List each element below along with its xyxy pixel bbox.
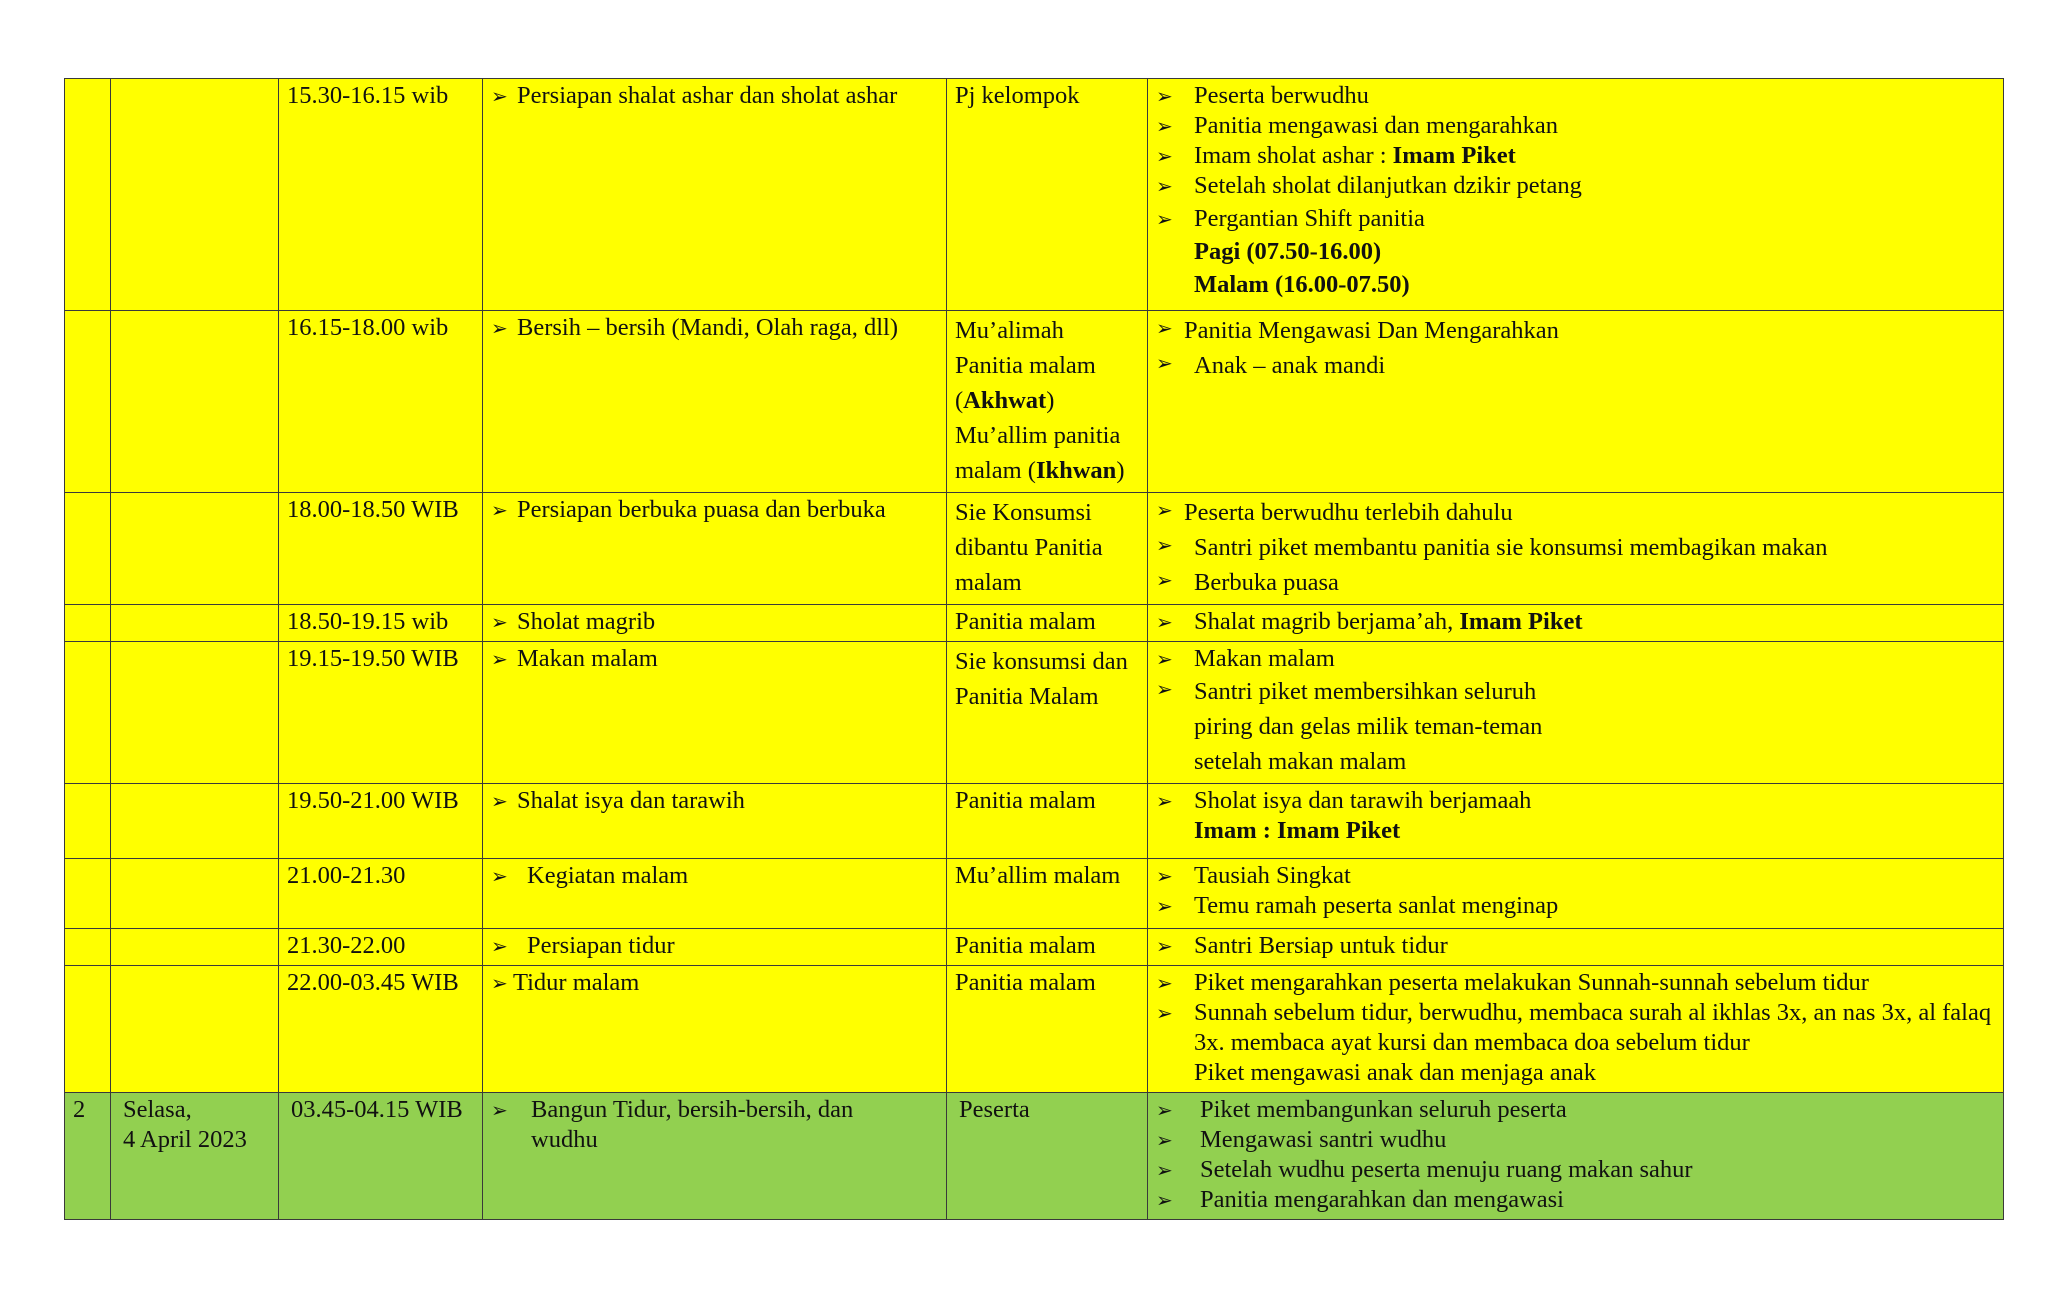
list-item: ➢ Makan malam xyxy=(1156,645,1335,672)
arrowhead-bullet-icon: ➢ xyxy=(1156,864,1173,888)
arrowhead-bullet-icon: ➢ xyxy=(1156,894,1173,918)
day-cell xyxy=(111,79,279,311)
time-cell: 22.00-03.45 WIB xyxy=(279,966,483,1093)
number-cell xyxy=(65,605,111,642)
schedule-table xyxy=(64,78,2004,1220)
table-row xyxy=(65,493,2004,605)
list-item: ➢ Setelah wudhu peserta menuju ruang makan sahur xyxy=(1156,1156,1693,1183)
list-item: ➢ Mengawasi santri wudhu xyxy=(1156,1126,1447,1153)
number-cell xyxy=(65,311,111,493)
number-cell xyxy=(65,79,111,311)
table-row xyxy=(65,784,2004,859)
arrowhead-bullet-icon: ➢ xyxy=(491,934,508,958)
arrowhead-bullet-icon: ➢ xyxy=(1156,1158,1173,1182)
time-cell: 18.00-18.50 WIB xyxy=(279,493,483,605)
activity-cell: ➢ Makan malam xyxy=(483,642,947,784)
number-cell: 2 xyxy=(65,1093,111,1220)
list-item: ➢ Sunnah sebelum tidur, berwudhu, membaca surah al ikhlas 3x, an nas 3x, al falaq 3x. membaca ayat kursi dan membaca doa sebelum tidur xyxy=(1156,999,1992,1056)
notes-cell xyxy=(1148,79,2004,311)
day-cell xyxy=(111,642,279,784)
notes-cell xyxy=(1148,311,2004,493)
activity-cell: ➢ Persiapan tidur xyxy=(483,929,947,966)
list-item: ➢ Tausiah Singkat xyxy=(1156,862,1351,889)
day-cell xyxy=(111,605,279,642)
list-item: ➢ Peserta berwudhu xyxy=(1156,82,1369,109)
activity-cell: ➢ Bersih – bersih (Mandi, Olah raga, dll) xyxy=(483,311,947,493)
arrowhead-bullet-icon: ➢ xyxy=(1156,498,1173,522)
list-item: ➢ Berbuka puasa xyxy=(1156,565,1995,600)
list-item: ➢ Pergantian Shift panitia xyxy=(1156,205,1425,232)
arrowhead-bullet-icon: ➢ xyxy=(1156,934,1173,958)
day-cell xyxy=(111,311,279,493)
list-item: ➢ Piket mengarahkan peserta melakukan Sunnah-sunnah sebelum tidur xyxy=(1156,969,1869,996)
arrowhead-bullet-icon: ➢ xyxy=(1156,1188,1173,1212)
arrowhead-bullet-icon: ➢ xyxy=(491,1098,508,1122)
day-cell xyxy=(111,784,279,859)
time-cell: 03.45-04.15 WIB xyxy=(279,1093,483,1220)
arrowhead-bullet-icon: ➢ xyxy=(491,316,508,340)
imam-line: Imam : Imam Piket xyxy=(1194,817,1401,844)
list-item: ➢ Temu ramah peserta sanlat menginap xyxy=(1156,892,1559,919)
time-cell: 21.30-22.00 xyxy=(279,929,483,966)
time-cell: 21.00-21.30 xyxy=(279,859,483,929)
time-cell: 19.50-21.00 WIB xyxy=(279,784,483,859)
list-item: ➢ Panitia mengarahkan dan mengawasi xyxy=(1156,1186,1564,1213)
arrowhead-bullet-icon: ➢ xyxy=(491,789,508,813)
pic-cell: Panitia malam xyxy=(947,784,1148,859)
arrowhead-bullet-icon: ➢ xyxy=(491,647,508,671)
arrowhead-bullet-icon: ➢ xyxy=(491,498,508,522)
activity-cell: ➢ Persiapan berbuka puasa dan berbuka xyxy=(483,493,947,605)
pic-cell: Panitia malam xyxy=(947,966,1148,1093)
arrowhead-bullet-icon: ➢ xyxy=(1156,316,1173,340)
arrowhead-bullet-icon: ➢ xyxy=(1156,677,1173,701)
activity-cell: ➢ Sholat magrib xyxy=(483,605,947,642)
number-cell xyxy=(65,929,111,966)
list-item: ➢ Sholat isya dan tarawih berjamaah xyxy=(1156,787,1532,814)
arrowhead-bullet-icon: ➢ xyxy=(1156,647,1173,671)
pic-cell: Mu’alimah Panitia malam (Akhwat) Mu’allim panitia malam (Ikhwan) xyxy=(947,311,1148,493)
time-cell: 15.30-16.15 wib xyxy=(279,79,483,311)
arrowhead-bullet-icon: ➢ xyxy=(1156,1001,1173,1025)
pic-cell: Panitia malam xyxy=(947,605,1148,642)
table-row xyxy=(65,79,2004,311)
day-cell xyxy=(111,493,279,605)
number-cell xyxy=(65,642,111,784)
pic-cell: Mu’allim malam xyxy=(947,859,1148,929)
arrowhead-bullet-icon: ➢ xyxy=(1156,351,1173,375)
list-item: ➢ Santri piket membersihkan seluruh piring dan gelas milik teman-teman setelah makan malam xyxy=(1156,674,1995,779)
table-row xyxy=(65,859,2004,929)
table-row xyxy=(65,966,2004,1093)
arrowhead-bullet-icon: ➢ xyxy=(1156,174,1173,198)
arrowhead-bullet-icon: ➢ xyxy=(491,971,508,995)
time-cell: 19.15-19.50 WIB xyxy=(279,642,483,784)
notes-cell xyxy=(1148,1093,2004,1220)
number-cell xyxy=(65,859,111,929)
table-row xyxy=(65,605,2004,642)
pic-cell: Sie konsumsi dan Panitia Malam xyxy=(947,642,1148,784)
shift-morning: Pagi (07.50-16.00) xyxy=(1194,238,1382,265)
list-item: ➢ Piket membangunkan seluruh peserta xyxy=(1156,1096,1567,1123)
notes-cell xyxy=(1148,966,2004,1093)
number-cell xyxy=(65,966,111,1093)
pic-cell: Pj kelompok xyxy=(947,79,1148,311)
arrowhead-bullet-icon: ➢ xyxy=(491,84,508,108)
arrowhead-bullet-icon: ➢ xyxy=(491,610,508,634)
arrowhead-bullet-icon: ➢ xyxy=(1156,84,1173,108)
list-item: ➢ Imam sholat ashar : Imam Piket xyxy=(1156,142,1516,169)
day-cell xyxy=(111,966,279,1093)
arrowhead-bullet-icon: ➢ xyxy=(1156,971,1173,995)
arrowhead-bullet-icon: ➢ xyxy=(491,864,508,888)
time-cell: 18.50-19.15 wib xyxy=(279,605,483,642)
notes-cell xyxy=(1148,929,2004,966)
day-cell: Selasa, 4 April 2023 xyxy=(111,1093,279,1220)
notes-cell xyxy=(1148,859,2004,929)
arrowhead-bullet-icon: ➢ xyxy=(1156,207,1173,231)
notes-cell xyxy=(1148,784,2004,859)
activity-cell: ➢ Persiapan shalat ashar dan sholat ashar xyxy=(483,79,947,311)
list-item: ➢ Shalat magrib berjama’ah, Imam Piket xyxy=(1156,608,1583,635)
activity-cell: ➢ Tidur malam xyxy=(483,966,947,1093)
arrowhead-bullet-icon: ➢ xyxy=(1156,789,1173,813)
list-item: ➢ Santri piket membantu panitia sie konsumsi membagikan makan xyxy=(1156,530,1995,565)
list-item: ➢ Anak – anak mandi xyxy=(1156,348,1995,383)
list-item: ➢ Santri Bersiap untuk tidur xyxy=(1156,932,1448,959)
activity-cell: ➢ Kegiatan malam xyxy=(483,859,947,929)
day-cell xyxy=(111,859,279,929)
activity-cell: ➢ Shalat isya dan tarawih xyxy=(483,784,947,859)
arrowhead-bullet-icon: ➢ xyxy=(1156,144,1173,168)
arrowhead-bullet-icon: ➢ xyxy=(1156,114,1173,138)
list-item: ➢ Panitia Mengawasi Dan Mengarahkan xyxy=(1156,313,1995,348)
pic-cell: Peserta xyxy=(947,1093,1148,1220)
table-row xyxy=(65,1093,2004,1220)
time-cell: 16.15-18.00 wib xyxy=(279,311,483,493)
pic-cell: Sie Konsumsi dibantu Panitia malam xyxy=(947,493,1148,605)
arrowhead-bullet-icon: ➢ xyxy=(1156,1128,1173,1152)
note-text: Piket mengawasi anak dan menjaga anak xyxy=(1194,1059,1597,1086)
list-item: ➢ Peserta berwudhu terlebih dahulu xyxy=(1156,495,1995,530)
table-row xyxy=(65,642,2004,784)
shift-night: Malam (16.00-07.50) xyxy=(1194,271,1410,298)
arrowhead-bullet-icon: ➢ xyxy=(1156,533,1173,557)
notes-cell xyxy=(1148,605,2004,642)
arrowhead-bullet-icon: ➢ xyxy=(1156,568,1173,592)
table-row xyxy=(65,311,2004,493)
day-cell xyxy=(111,929,279,966)
notes-cell xyxy=(1148,493,2004,605)
arrowhead-bullet-icon: ➢ xyxy=(1156,1098,1173,1122)
list-item: ➢ Panitia mengawasi dan mengarahkan xyxy=(1156,112,1558,139)
pic-cell: Panitia malam xyxy=(947,929,1148,966)
number-cell xyxy=(65,784,111,859)
activity-cell: ➢ Bangun Tidur, bersih-bersih, dan wudhu xyxy=(483,1093,947,1220)
notes-cell xyxy=(1148,642,2004,784)
table-row xyxy=(65,929,2004,966)
arrowhead-bullet-icon: ➢ xyxy=(1156,610,1173,634)
list-item: ➢ Setelah sholat dilanjutkan dzikir petang xyxy=(1156,172,1582,199)
number-cell xyxy=(65,493,111,605)
